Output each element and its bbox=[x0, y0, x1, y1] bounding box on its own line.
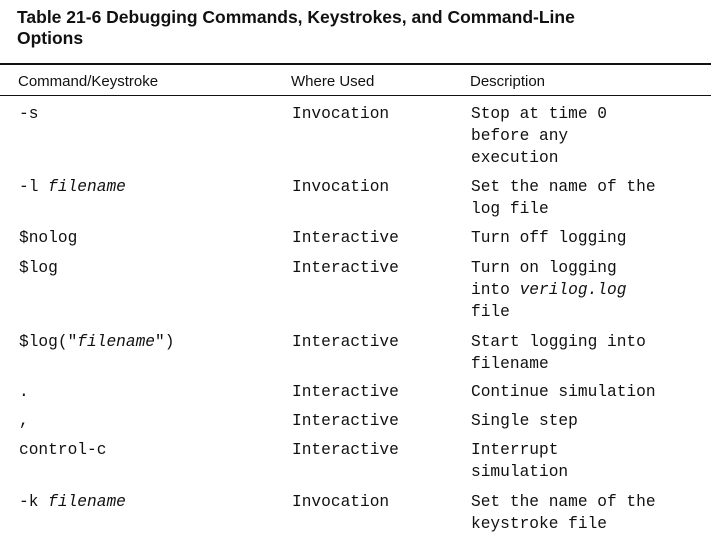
command-cell: -s bbox=[19, 105, 39, 123]
command-cell: control-c bbox=[19, 441, 107, 459]
where-used-cell: Interactive bbox=[292, 333, 399, 351]
command-cell: $log("filename") bbox=[19, 333, 175, 351]
table-row bbox=[0, 439, 711, 491]
table-row bbox=[0, 331, 711, 381]
where-used-cell: Invocation bbox=[292, 105, 390, 123]
description-cell: Stop at time 0 before any execution bbox=[471, 105, 607, 167]
description-cell: Single step bbox=[471, 412, 578, 430]
description-cell: Set the name of the keystroke file bbox=[471, 493, 656, 533]
table-row bbox=[0, 103, 711, 176]
table-title bbox=[17, 7, 697, 49]
table-title-line1: Table 21-6 Debugging Commands, Keystrokes, and Command-Line bbox=[17, 7, 575, 27]
table-row bbox=[0, 227, 711, 257]
description-line-with-filename: into verilog.log bbox=[471, 281, 627, 299]
table-body bbox=[0, 103, 711, 541]
table-row bbox=[0, 257, 711, 331]
description-cell: Start logging into filename bbox=[471, 333, 646, 373]
table-top-rule bbox=[0, 63, 711, 65]
description-cell: Set the name of the log file bbox=[471, 178, 656, 218]
table-title-line2: Options bbox=[17, 28, 84, 48]
log-filename: verilog.log bbox=[519, 281, 627, 299]
description-cell: Turn off logging bbox=[471, 229, 627, 247]
table-row bbox=[0, 176, 711, 227]
table-row bbox=[0, 381, 711, 410]
command-cell: $log bbox=[19, 259, 58, 277]
header-description: Description bbox=[470, 73, 546, 90]
where-used-cell: Interactive bbox=[292, 441, 399, 459]
description-cell: Interrupt simulation bbox=[471, 441, 569, 481]
where-used-cell: Interactive bbox=[292, 259, 399, 277]
description-cell: Continue simulation bbox=[471, 383, 656, 401]
command-cell: -k filename bbox=[19, 493, 126, 511]
command-cell: . bbox=[19, 383, 29, 401]
where-used-cell: Interactive bbox=[292, 229, 399, 247]
where-used-cell: Invocation bbox=[292, 178, 390, 196]
header-where-used: Where Used bbox=[291, 73, 375, 90]
where-used-cell: Interactive bbox=[292, 383, 399, 401]
command-cell: $nolog bbox=[19, 229, 78, 247]
header-command: Command/Keystroke bbox=[18, 73, 159, 90]
where-used-cell: Invocation bbox=[292, 493, 390, 511]
table-row bbox=[0, 491, 711, 541]
table-row bbox=[0, 410, 711, 439]
header-rule bbox=[0, 95, 711, 96]
command-cell: , bbox=[19, 412, 29, 430]
where-used-cell: Interactive bbox=[292, 412, 399, 430]
command-cell: -l filename bbox=[19, 178, 126, 196]
description-cell: Turn on logging into verilog.log file bbox=[471, 259, 627, 321]
